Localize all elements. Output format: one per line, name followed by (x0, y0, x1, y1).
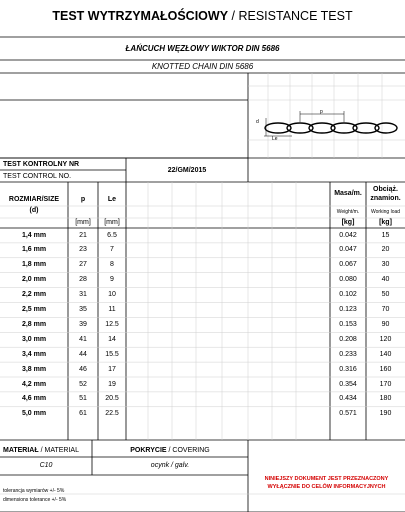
cell-load: 30 (381, 261, 390, 269)
page-title: TEST WYTRZYMAŁOŚCIOWY / RESISTANCE TEST (52, 9, 353, 23)
control-number: 22/GM/2015 (167, 167, 207, 174)
covering-label: POKRYCIE / COVERING (130, 447, 210, 454)
col-header-size: ROZMIAR/SIZE (8, 196, 60, 203)
cell-load: 160 (379, 365, 392, 373)
notice-line-2: WYŁĄCZNIE DO CELÓW INFORMACYJNYCH (267, 484, 386, 490)
cell-size: 3,8 mm (21, 365, 47, 373)
cell-le: 14 (108, 335, 116, 343)
cell-size: 1,8 mm (21, 261, 47, 269)
control-label-en: TEST CONTROL NO. (3, 173, 72, 180)
diagram-label-d: d (256, 119, 259, 125)
cell-mass: 0.102 (339, 291, 357, 299)
cell-load: 50 (381, 291, 390, 299)
cell-load: 70 (381, 306, 390, 313)
cell-load: 170 (379, 380, 392, 388)
cell-size: 4,2 mm (21, 380, 47, 388)
cell-load: 20 (381, 246, 390, 254)
cell-mass: 0.571 (339, 410, 357, 418)
cell-size: 2,2 mm (21, 291, 47, 299)
col-header-load-unit: [kg] (379, 219, 392, 226)
tolerance-pl: tolerancja wymiarów +/- 5% (3, 488, 65, 494)
cell-mass: 0.080 (339, 276, 357, 284)
cell-mass: 0.067 (339, 261, 357, 269)
cell-mass: 0.208 (339, 335, 357, 343)
cell-load: 190 (379, 410, 392, 418)
col-header-mass-en: Weight/m. (336, 209, 360, 215)
cell-le: 10 (108, 291, 116, 299)
cell-p: 51 (79, 395, 87, 403)
col-header-load: Obciąż. znamion. (370, 186, 401, 202)
material-value: C10 (39, 462, 53, 469)
diagram-label-p: p (320, 109, 323, 115)
cell-mass: 0.233 (339, 350, 357, 358)
cell-size: 1,4 mm (21, 231, 47, 239)
cell-size: 2,5 mm (21, 306, 47, 313)
col-header-mass-unit: [kg] (341, 219, 355, 226)
cell-load: 40 (381, 276, 390, 284)
cell-size: 2,8 mm (21, 320, 47, 328)
product-name-en: KNOTTED CHAIN DIN 5686 (151, 62, 254, 71)
cell-load: 15 (381, 231, 390, 239)
cell-p: 44 (79, 350, 87, 358)
cell-p: 27 (79, 261, 87, 269)
cell-mass: 0.354 (339, 380, 357, 388)
tolerance-en: dimensions tolerance +/- 5% (3, 497, 67, 503)
cell-le: 7 (110, 246, 114, 254)
cell-le: 6.5 (107, 231, 117, 239)
col-header-le: Le (107, 196, 117, 203)
cell-le: 20.5 (105, 395, 119, 403)
cell-size: 3,0 mm (21, 335, 47, 343)
cell-size: 5,0 mm (21, 410, 47, 418)
cell-size: 4,6 mm (21, 395, 47, 403)
col-header-le-unit: [mm] (104, 219, 120, 226)
cell-size: 2,0 mm (21, 276, 47, 284)
cell-mass: 0.316 (339, 365, 357, 373)
cell-p: 35 (79, 306, 87, 313)
cell-le: 11 (108, 306, 116, 313)
cell-p: 39 (79, 320, 87, 328)
diagram-label-le: Le (272, 136, 278, 140)
product-name-pl: ŁAŃCUCH WĘZŁOWY WIKTOR DIN 5686 (125, 44, 280, 53)
chain-diagram (252, 104, 402, 140)
cell-p: 21 (79, 231, 87, 239)
cell-load: 140 (379, 350, 392, 358)
cell-le: 15.5 (105, 350, 119, 358)
cell-size: 1,6 mm (21, 246, 47, 254)
cell-le: 9 (110, 276, 114, 284)
cell-p: 31 (79, 291, 87, 299)
cell-le: 17 (108, 365, 116, 373)
col-header-mass: Masa/m. (334, 190, 362, 197)
col-header-p-unit: [mm] (75, 219, 91, 226)
cell-mass: 0.153 (339, 320, 357, 328)
cell-le: 12.5 (105, 320, 119, 328)
cell-le: 22.5 (105, 410, 119, 418)
cell-load: 90 (381, 320, 390, 328)
cell-le: 19 (108, 380, 116, 388)
cell-size: 3,4 mm (21, 350, 47, 358)
control-label-pl: TEST KONTROLNY NR (3, 161, 80, 168)
col-header-size-sub: (d) (29, 207, 39, 214)
cell-load: 180 (379, 395, 392, 403)
cell-p: 28 (79, 276, 87, 284)
cell-p: 41 (79, 335, 87, 343)
notice-line-1: NINIEJSZY DOKUMENT JEST PRZEZNACZONY (264, 476, 389, 482)
cell-p: 23 (79, 246, 87, 254)
cell-p: 61 (79, 410, 87, 418)
cell-mass: 0.047 (339, 246, 357, 254)
col-header-load-en: Working load (370, 209, 401, 215)
cell-mass: 0.123 (339, 306, 357, 313)
cell-le: 8 (110, 261, 114, 269)
cell-p: 46 (79, 365, 87, 373)
cell-mass: 0.434 (339, 395, 357, 403)
cell-p: 52 (79, 380, 87, 388)
cell-load: 120 (379, 335, 392, 343)
cell-mass: 0.042 (339, 231, 357, 239)
covering-value: ocynk / galv. (150, 462, 190, 469)
col-header-p: p (80, 196, 86, 203)
material-label: MATERIAŁ / MATERIAL (3, 447, 79, 454)
